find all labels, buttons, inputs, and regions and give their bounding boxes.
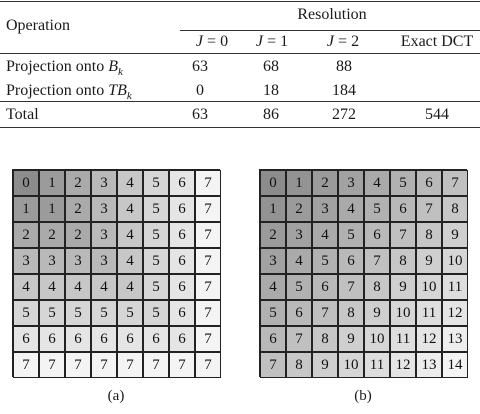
grid-cell: 5	[91, 300, 117, 326]
grid-cell: 5	[143, 170, 169, 196]
table-cell: 544	[425, 106, 449, 123]
subheader-j0: J = 0	[195, 33, 229, 50]
grid-b	[259, 169, 467, 377]
grid-cell: 5	[117, 300, 143, 326]
grid-cell: 0	[260, 170, 286, 196]
row-label-projection-bk: Projection onto $B_k$	[6, 58, 123, 79]
grid-cell: 7	[195, 274, 221, 300]
grid-cell: 7	[286, 326, 312, 352]
grid-cell: 11	[416, 300, 442, 326]
grid-cell: 7	[364, 248, 390, 274]
table-cell: 68	[263, 58, 279, 75]
grid-cell: 4	[364, 170, 390, 196]
grid-cell: 5	[286, 274, 312, 300]
grid-cell: 7	[39, 352, 65, 378]
row-label-projection-tbk: Projection onto $TB_k$	[6, 82, 132, 103]
grid-cell: 7	[390, 222, 416, 248]
subheader-j2: J = 2	[326, 33, 360, 50]
grid-cell: 9	[338, 326, 364, 352]
subheader-j1: J = 1	[255, 33, 289, 50]
grid-cell: 10	[364, 326, 390, 352]
grid-cell: 2	[260, 222, 286, 248]
grid-cell: 8	[442, 196, 468, 222]
grid-cell: 6	[338, 248, 364, 274]
grid-cell: 6	[13, 326, 39, 352]
table-header-rule	[0, 53, 480, 54]
grid-cell: 9	[442, 222, 468, 248]
grid-cell: 2	[65, 196, 91, 222]
grid-cell: 5	[390, 170, 416, 196]
table-cell: 63	[192, 106, 208, 123]
table-cell: 63	[192, 58, 208, 75]
grid-cell: 8	[390, 248, 416, 274]
resolution-subheader-rule	[180, 30, 480, 31]
grid-cell: 7	[260, 352, 286, 378]
grid-cell: 3	[39, 248, 65, 274]
table-cell: 272	[332, 106, 356, 123]
grid-cell: 7	[312, 300, 338, 326]
grid-cell: 5	[364, 196, 390, 222]
grid-cell: 5	[143, 222, 169, 248]
grid-cell: 2	[286, 196, 312, 222]
grid-cell: 1	[39, 170, 65, 196]
grid-cell: 1	[13, 196, 39, 222]
grid-cell: 1	[286, 170, 312, 196]
grid-cell: 9	[364, 300, 390, 326]
grid-cell: 12	[442, 300, 468, 326]
grid-cell: 5	[143, 274, 169, 300]
grid-cell: 2	[65, 170, 91, 196]
grid-cell: 5	[338, 222, 364, 248]
grid-cell: 6	[169, 196, 195, 222]
grid-cell: 6	[169, 326, 195, 352]
grid-cell: 7	[195, 248, 221, 274]
grid-cell: 13	[416, 352, 442, 378]
row-label-total: Total	[6, 106, 39, 123]
grid-cell: 6	[390, 196, 416, 222]
grid-cell: 8	[338, 300, 364, 326]
grid-cell: 10	[416, 274, 442, 300]
grid-cell: 14	[442, 352, 468, 378]
grid-cell: 4	[39, 274, 65, 300]
table-cell: 86	[263, 106, 279, 123]
grid-cell: 4	[117, 248, 143, 274]
grid-cell: 4	[260, 274, 286, 300]
grid-cell: 6	[143, 326, 169, 352]
grid-cell: 0	[13, 170, 39, 196]
grid-cell: 7	[195, 326, 221, 352]
grid-cell: 7	[117, 352, 143, 378]
grid-cell: 7	[195, 352, 221, 378]
grid-cell: 5	[65, 300, 91, 326]
grid-cell: 3	[91, 222, 117, 248]
grid-cell: 2	[39, 222, 65, 248]
grid-cell: 6	[169, 248, 195, 274]
grid-cell: 2	[65, 222, 91, 248]
grid-cell: 5	[13, 300, 39, 326]
grid-cell: 4	[312, 222, 338, 248]
grid-cell: 3	[91, 196, 117, 222]
table-cell: 0	[196, 82, 204, 99]
grid-cell: 10	[338, 352, 364, 378]
grid-cell: 6	[91, 326, 117, 352]
grid-cell: 4	[117, 222, 143, 248]
grid-cell: 9	[390, 274, 416, 300]
grid-cell: 1	[39, 196, 65, 222]
grid-cell: 5	[39, 300, 65, 326]
grid-cell: 2	[312, 170, 338, 196]
grid-cell: 6	[39, 326, 65, 352]
grid-cell: 3	[338, 170, 364, 196]
grid-cell: 7	[13, 352, 39, 378]
subheader-exact-dct: Exact DCT	[400, 33, 474, 50]
grid-cell: 6	[117, 326, 143, 352]
grid-cell: 1	[260, 196, 286, 222]
grid-cell: 10	[390, 300, 416, 326]
grid-cell: 4	[117, 170, 143, 196]
grid-cell: 12	[390, 352, 416, 378]
grid-cell: 12	[416, 326, 442, 352]
grid-cell: 4	[13, 274, 39, 300]
grid-cell: 4	[117, 196, 143, 222]
grid-cell: 7	[143, 352, 169, 378]
caption-a: (a)	[107, 388, 125, 404]
grid-cell: 5	[143, 300, 169, 326]
grid-cell: 6	[169, 170, 195, 196]
grid-cell: 13	[442, 326, 468, 352]
grid-cell: 6	[260, 326, 286, 352]
table-bottom-rule	[0, 127, 480, 128]
grid-cell: 3	[312, 196, 338, 222]
grid-cell: 3	[91, 248, 117, 274]
resolution-table	[0, 0, 480, 133]
grid-cell: 8	[286, 352, 312, 378]
grid-cell: 6	[312, 274, 338, 300]
grid-cell: 7	[195, 196, 221, 222]
grid-cell: 8	[416, 222, 442, 248]
grid-cell: 5	[260, 300, 286, 326]
grid-cell: 4	[338, 196, 364, 222]
grid-cell: 3	[286, 222, 312, 248]
caption-b: (b)	[354, 388, 372, 404]
grid-cell: 3	[260, 248, 286, 274]
grid-cell: 5	[143, 248, 169, 274]
grid-cell: 7	[416, 196, 442, 222]
grid-cell: 6	[416, 170, 442, 196]
grid-cell: 10	[442, 248, 468, 274]
table-cell: 18	[263, 82, 279, 99]
grid-cell: 5	[312, 248, 338, 274]
table-top-rule	[0, 1, 480, 2]
grid-cell: 5	[143, 196, 169, 222]
grid-cell: 8	[364, 274, 390, 300]
grid-cell: 6	[169, 300, 195, 326]
table-cell: 184	[332, 82, 356, 99]
grid-a	[12, 169, 220, 377]
grid-cell: 4	[286, 248, 312, 274]
grid-cell: 11	[442, 274, 468, 300]
grid-cell: 3	[91, 170, 117, 196]
grid-cell: 6	[169, 274, 195, 300]
grid-cell: 11	[390, 326, 416, 352]
grid-cell: 6	[65, 326, 91, 352]
grid-cell: 4	[65, 274, 91, 300]
grid-cell: 7	[91, 352, 117, 378]
grid-cell: 7	[195, 170, 221, 196]
grid-cell: 4	[117, 274, 143, 300]
grid-cell: 6	[364, 222, 390, 248]
grid-cell: 9	[312, 352, 338, 378]
grid-cell: 4	[91, 274, 117, 300]
grid-cell: 6	[169, 222, 195, 248]
grid-cell: 2	[13, 222, 39, 248]
header-operation: Operation	[6, 17, 70, 34]
grid-cell: 9	[416, 248, 442, 274]
header-resolution: Resolution	[297, 6, 367, 23]
grid-cell: 7	[169, 352, 195, 378]
grid-cell: 6	[286, 300, 312, 326]
grid-cell: 3	[65, 248, 91, 274]
grid-cell: 7	[65, 352, 91, 378]
table-cell: 88	[336, 58, 352, 75]
grid-cell: 7	[338, 274, 364, 300]
grid-cell: 3	[13, 248, 39, 274]
grid-cell: 7	[442, 170, 468, 196]
grid-cell: 7	[195, 222, 221, 248]
grid-cell: 8	[312, 326, 338, 352]
grid-cell: 11	[364, 352, 390, 378]
grid-cell: 7	[195, 300, 221, 326]
